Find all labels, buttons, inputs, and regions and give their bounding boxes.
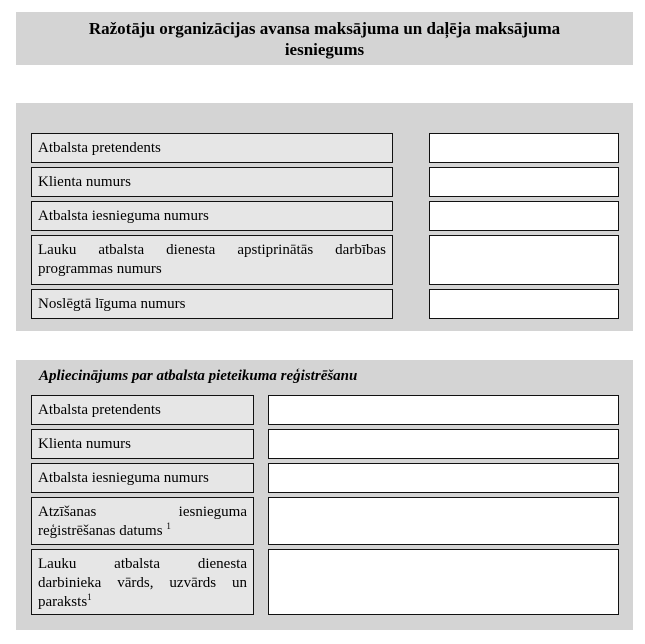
contract-number-label: Noslēgtā līguma numurs [31, 289, 393, 319]
applicant-label-2: Atbalsta pretendents [31, 395, 254, 425]
application-number-input-2[interactable] [268, 463, 619, 493]
footnote-marker: 1 [87, 592, 92, 602]
application-number-label: Atbalsta iesnieguma numurs [31, 201, 393, 231]
form-title: Ražotāju organizācijas avansa maksājuma un daļēja maksājuma iesniegums [88, 19, 561, 59]
applicant-input-2[interactable] [268, 395, 619, 425]
program-number-input[interactable] [429, 235, 619, 285]
program-number-label: Lauku atbalsta dienesta apstiprinātās darbības programmas numurs [31, 235, 393, 285]
applicant-label: Atbalsta pretendents [31, 133, 393, 163]
contract-number-input[interactable] [429, 289, 619, 319]
applicant-input[interactable] [429, 133, 619, 163]
section-heading: Apliecinājums par atbalsta pieteikuma reģistrēšanu [39, 368, 358, 384]
registration-confirmation-section [16, 360, 633, 630]
application-number-label-2: Atbalsta iesnieguma numurs [31, 463, 254, 493]
applicant-info-section [16, 103, 633, 331]
footnote-marker: 1 [166, 521, 171, 531]
registration-date-input[interactable] [268, 497, 619, 545]
client-number-input-2[interactable] [268, 429, 619, 459]
officer-signature-label: Lauku atbalsta dienesta darbinieka vārds, uzvārds un paraksts$^1$ [31, 549, 254, 615]
client-number-input[interactable] [429, 167, 619, 197]
form-title-panel [16, 12, 633, 65]
application-number-input[interactable] [429, 201, 619, 231]
registration-date-label: Atzīšanas iesnieguma reģistrēšanas datums $^1$ [31, 497, 254, 545]
client-number-label: Klienta numurs [31, 167, 393, 197]
client-number-label-2: Klienta numurs [31, 429, 254, 459]
officer-signature-input[interactable] [268, 549, 619, 615]
